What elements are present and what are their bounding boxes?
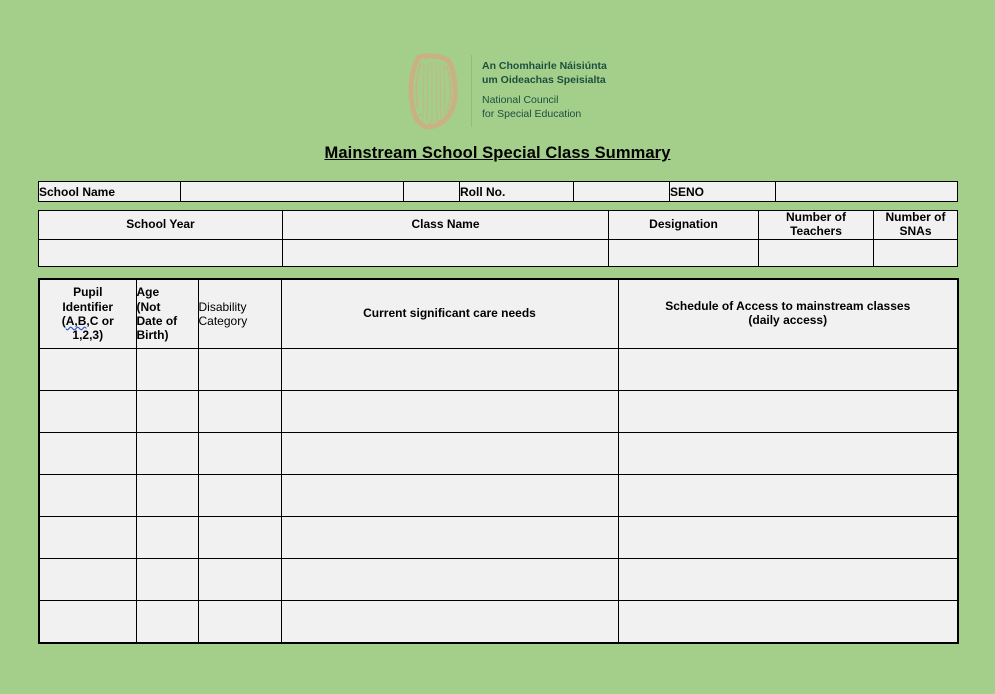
seno-label: SENO (670, 182, 776, 202)
value-number-of-teachers[interactable] (759, 240, 874, 267)
table-header-row (39, 279, 958, 349)
header-pupil-identifier-line3-post: ,C or (86, 314, 114, 328)
cell-care-needs[interactable] (281, 559, 618, 601)
header-age-line3: Date of (136, 314, 178, 328)
page-title: Mainstream School Special Class Summary (324, 144, 671, 162)
cell-schedule[interactable] (618, 391, 958, 433)
class-info-table (38, 210, 958, 267)
cell-care-needs[interactable] (281, 391, 618, 433)
table-header-row (39, 211, 958, 240)
header-class-name: Class Name (283, 211, 609, 240)
header-age-line1: Age (136, 285, 160, 300)
logo-irish-line-1: An Chomhairle Náisiúnta (482, 60, 607, 73)
cell-age[interactable] (136, 349, 198, 391)
cell-care-needs[interactable] (281, 475, 618, 517)
cell-disability-category[interactable] (198, 601, 281, 644)
value-designation[interactable] (609, 240, 759, 267)
header-schedule-of-access-line1: Schedule of Access to mainstream classes (665, 299, 911, 314)
header-number-of-snas-line2: SNAs (899, 224, 932, 238)
cell-schedule[interactable] (618, 349, 958, 391)
cell-care-needs[interactable] (281, 349, 618, 391)
school-info-table (38, 181, 958, 202)
cell-schedule[interactable] (618, 517, 958, 559)
header-age-line2: (Not (136, 299, 161, 314)
nsce-logo (405, 48, 605, 134)
cell-pupil-identifier[interactable] (39, 517, 136, 559)
header-school-year: School Year (39, 211, 283, 240)
table-row (39, 240, 958, 267)
cell-age[interactable] (136, 433, 198, 475)
roll-no-value[interactable] (574, 182, 670, 202)
cell-disability-category[interactable] (198, 517, 281, 559)
header-number-of-teachers (759, 211, 874, 240)
header-schedule-of-access (618, 279, 958, 349)
cell-schedule[interactable] (618, 601, 958, 644)
cell-pupil-identifier[interactable] (39, 349, 136, 391)
header-pupil-identifier-misspelled-token: A,B (65, 314, 87, 328)
cell-disability-category[interactable] (198, 391, 281, 433)
cell-age[interactable] (136, 475, 198, 517)
header-disability-category (198, 279, 281, 349)
cell-pupil-identifier[interactable] (39, 559, 136, 601)
table-row (39, 601, 958, 644)
table-row (39, 391, 958, 433)
irish-harp-icon (405, 49, 467, 133)
cell-schedule[interactable] (618, 433, 958, 475)
pupils-table (38, 278, 959, 644)
cell-pupil-identifier[interactable] (39, 475, 136, 517)
header-age-line4: Birth) (136, 328, 169, 343)
cell-schedule[interactable] (618, 559, 958, 601)
logo-irish-line-2: um Oideachas Speisialta (482, 74, 606, 87)
table-row (39, 559, 958, 601)
header-number-of-teachers-line2: Teachers (790, 224, 842, 238)
header-schedule-of-access-line2: (daily access) (748, 313, 828, 327)
cell-pupil-identifier[interactable] (39, 391, 136, 433)
spacer-cell-1 (404, 182, 460, 202)
header-number-of-teachers-line1: Number of (786, 210, 846, 225)
table-row (39, 349, 958, 391)
cell-pupil-identifier[interactable] (39, 601, 136, 644)
header-disability-category-line2: Category (198, 314, 248, 328)
cell-age[interactable] (136, 391, 198, 433)
cell-disability-category[interactable] (198, 475, 281, 517)
header-age (136, 279, 198, 349)
table-row (39, 517, 958, 559)
value-school-year[interactable] (39, 240, 283, 267)
logo-divider (471, 55, 472, 127)
header-designation: Designation (609, 211, 759, 240)
table-row (39, 182, 958, 202)
header-number-of-snas (874, 211, 958, 240)
seno-value[interactable] (776, 182, 958, 202)
cell-care-needs[interactable] (281, 517, 618, 559)
cell-age[interactable] (136, 517, 198, 559)
table-row (39, 433, 958, 475)
cell-care-needs[interactable] (281, 601, 618, 644)
table-row (39, 475, 958, 517)
header-pupil-identifier-line3-pre: ( (61, 314, 66, 328)
header-pupil-identifier-line2: Identifier (62, 299, 114, 314)
roll-no-label: Roll No. (460, 182, 574, 202)
cell-schedule[interactable] (618, 475, 958, 517)
value-number-of-snas[interactable] (874, 240, 958, 267)
cell-disability-category[interactable] (198, 349, 281, 391)
header-number-of-snas-line1: Number of (885, 210, 946, 225)
logo-english-line-1: National Council (482, 94, 559, 106)
header-pupil-identifier-line4: 1,2,3) (72, 328, 104, 343)
header-pupil-identifier (39, 279, 136, 349)
logo-english-line-2: for Special Education (482, 107, 582, 120)
cell-pupil-identifier[interactable] (39, 433, 136, 475)
header-disability-category-line1: Disability (198, 299, 247, 314)
value-class-name[interactable] (283, 240, 609, 267)
cell-age[interactable] (136, 559, 198, 601)
school-name-label: School Name (39, 182, 181, 202)
header-care-needs: Current significant care needs (281, 279, 618, 349)
cell-disability-category[interactable] (198, 559, 281, 601)
logo-wordmark (482, 60, 607, 121)
cell-care-needs[interactable] (281, 433, 618, 475)
cell-disability-category[interactable] (198, 433, 281, 475)
header-pupil-identifier-line1: Pupil (73, 285, 103, 300)
cell-age[interactable] (136, 601, 198, 644)
school-name-value[interactable] (181, 182, 404, 202)
